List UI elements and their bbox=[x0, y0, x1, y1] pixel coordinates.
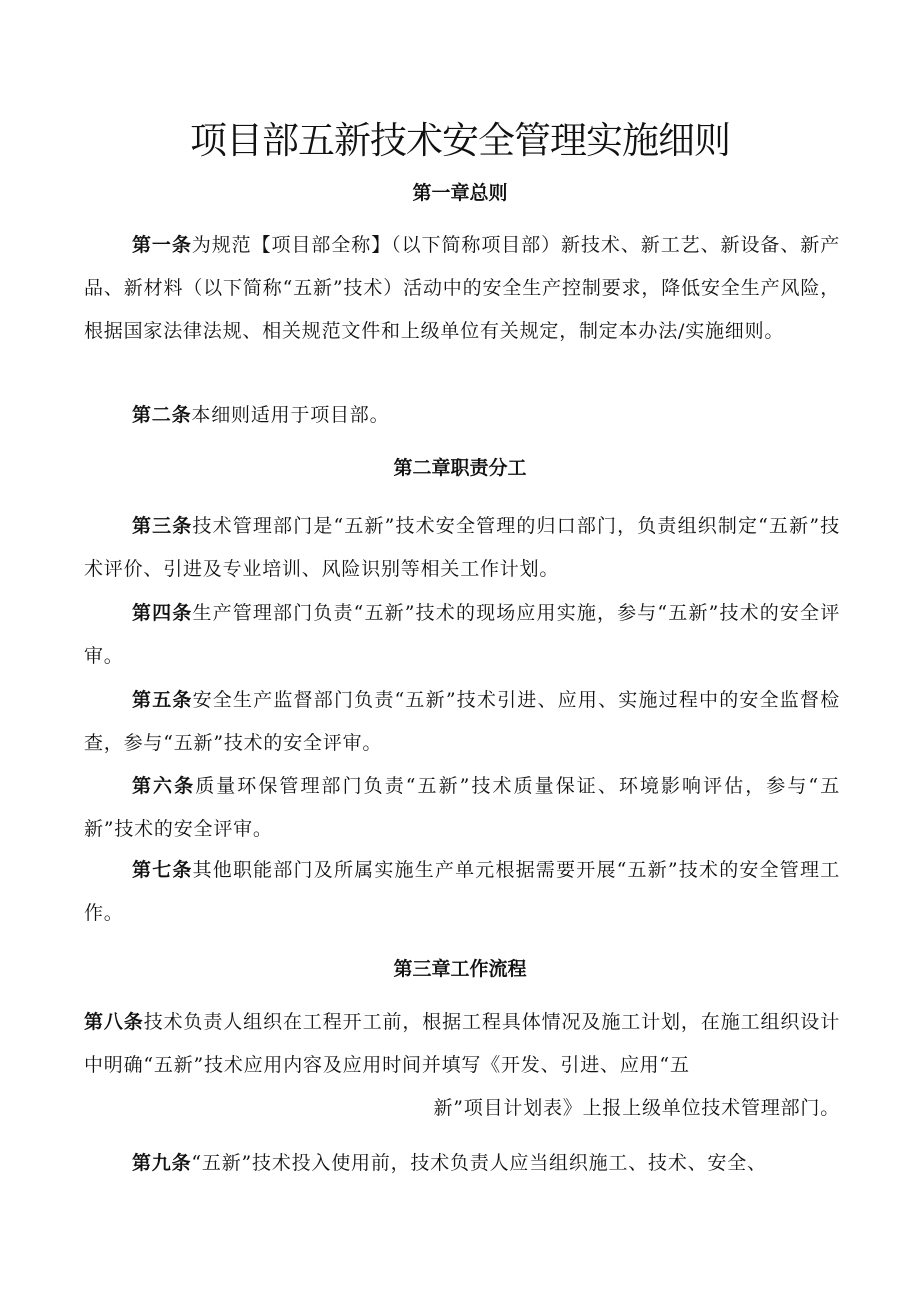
article-text: 安全生产监督部门负责“五新”技术引进、应用、实施过程中的安全监督检查，参与“五新”技术的安全评审。 bbox=[84, 689, 840, 754]
article-label: 第六条 bbox=[132, 775, 196, 797]
article-3 bbox=[84, 505, 840, 591]
article-label: 第八条 bbox=[84, 1011, 144, 1033]
article-text: 生产管理部门负责“五新”技术的现场应用实施，参与“五新”技术的安全评审。 bbox=[84, 602, 840, 667]
article-text: 技术管理部门是“五新”技术安全管理的归口部门，负责组织制定“五新”技术评价、引进及专业培训、风险识别等相关工作计划。 bbox=[84, 515, 840, 580]
article-8-continuation: 新”项目计划表》上报上级单位技术管理部门。 bbox=[433, 1097, 840, 1119]
article-2 bbox=[84, 394, 840, 437]
article-text: 技术负责人组织在工程开工前，根据工程具体情况及施工计划，在施工组织设计中明确“五新”技术应用内容及应用时间并填写《开发、引进、应用“五 bbox=[84, 1011, 840, 1076]
article-8 bbox=[84, 1001, 840, 1087]
article-text: 为规范【项目部全称】（以下简称项目部）新技术、新工艺、新设备、新产品、新材料（以下简称“五新”技术）活动中的安全生产控制要求，降低安全生产风险，根据国家法律法规、相关规范文件和上级单位有关规定，制定本办法/实施细则。 bbox=[84, 234, 840, 342]
chapter-heading: 第三章工作流程 bbox=[393, 958, 527, 980]
article-text: 质量环保管理部门负责“五新”技术质量保证、环境影响评估，参与“五新”技术的安全评审。 bbox=[84, 775, 840, 840]
article-text: “五新”技术投入使用前，技术负责人应当组织施工、技术、安全、 bbox=[191, 1152, 767, 1174]
chapter-heading: 第二章职责分工 bbox=[393, 457, 527, 479]
article-9 bbox=[84, 1142, 840, 1185]
article-label: 第七条 bbox=[132, 859, 193, 881]
article-label: 第五条 bbox=[132, 689, 193, 711]
article-label: 第四条 bbox=[132, 602, 193, 624]
article-1 bbox=[84, 224, 840, 353]
article-6 bbox=[84, 765, 840, 851]
article-5 bbox=[84, 679, 840, 765]
article-text: 本细则适用于项目部。 bbox=[191, 404, 390, 426]
article-label: 第九条 bbox=[132, 1152, 192, 1174]
article-label: 第一条 bbox=[132, 234, 192, 256]
article-4 bbox=[84, 592, 840, 678]
article-7 bbox=[84, 849, 840, 935]
article-label: 第三条 bbox=[132, 515, 193, 537]
document-title: 项目部五新技术安全管理实施细则 bbox=[190, 119, 730, 162]
article-text: 其他职能部门及所属实施生产单元根据需要开展“五新”技术的安全管理工作。 bbox=[84, 859, 840, 924]
article-label: 第二条 bbox=[132, 404, 192, 426]
chapter-heading: 第一章总则 bbox=[412, 182, 508, 204]
